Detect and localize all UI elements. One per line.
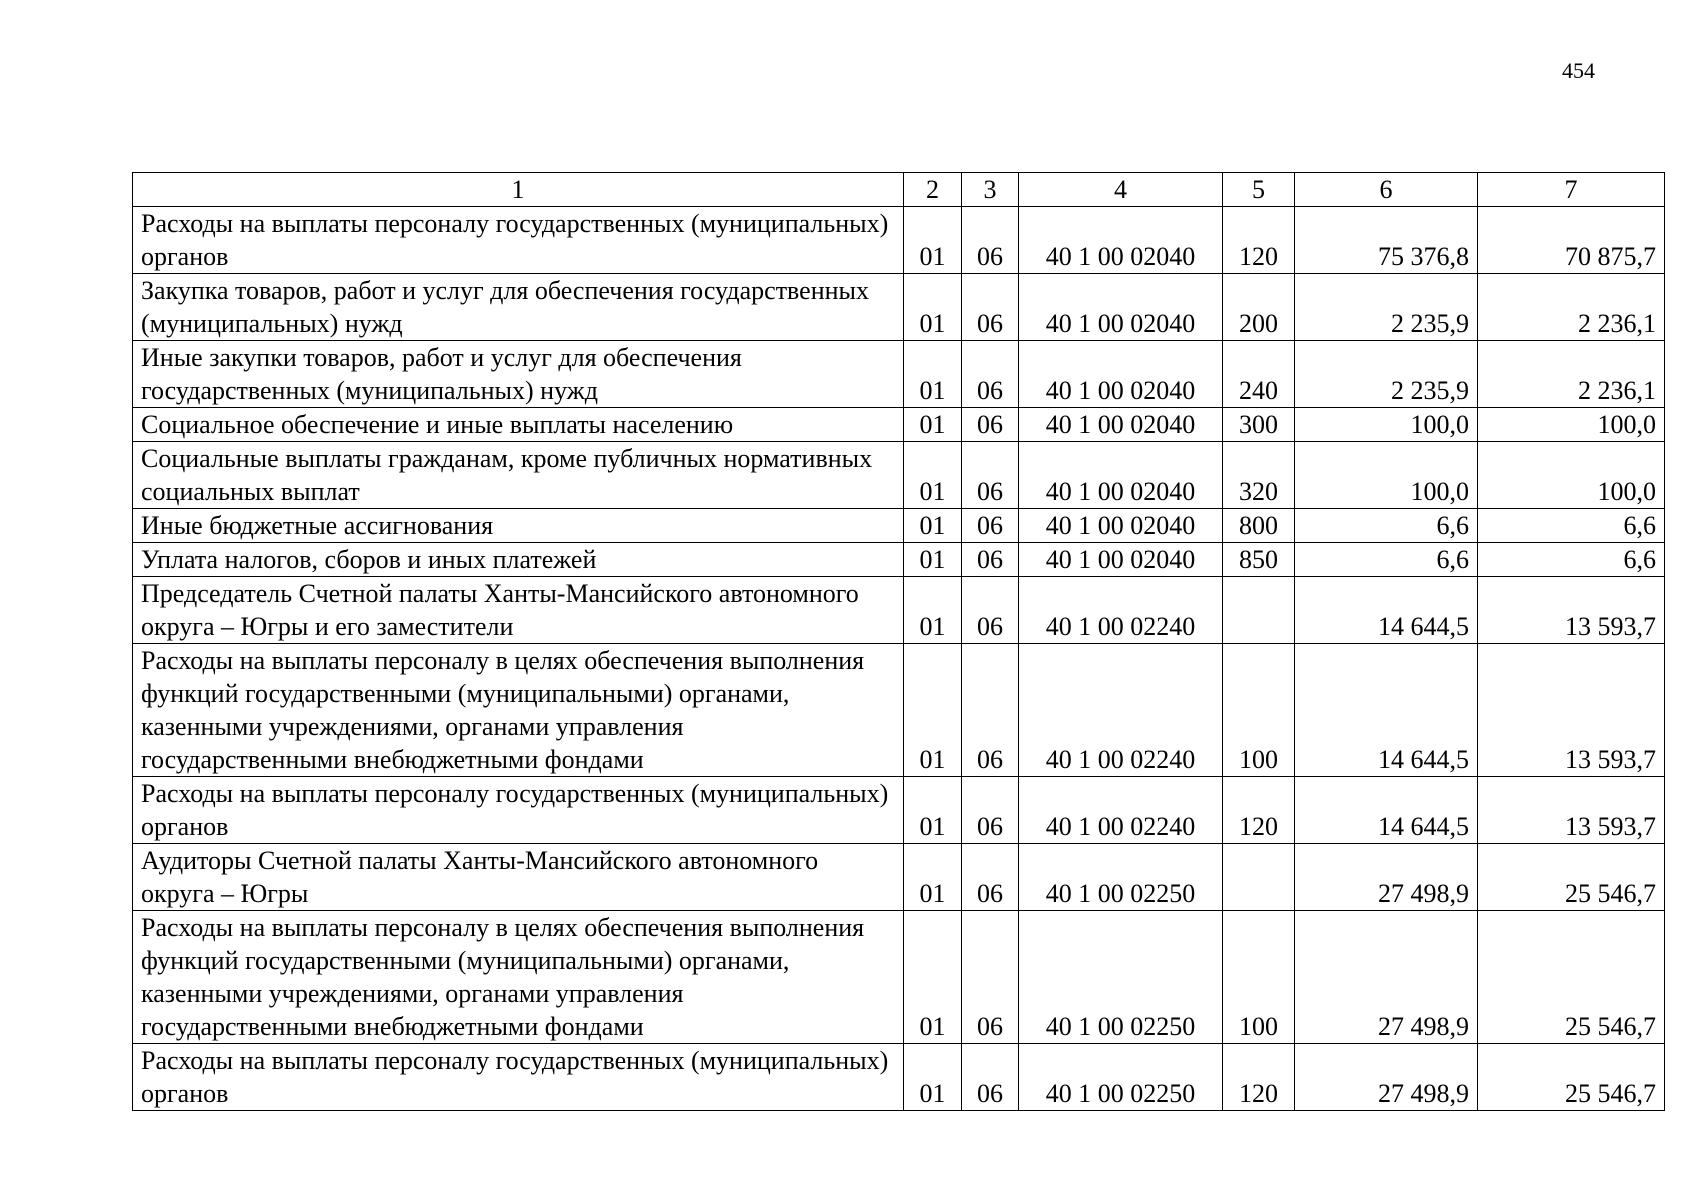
table-row (133, 844, 1665, 911)
target-article-code: 40 1 00 02040 (1019, 207, 1223, 274)
expense-name: Расходы на выплаты персоналу в целях обеспечения выполнения функций государственными (муниципальными) органами, казенными учреждениями, органами управления государственными внебюджетными фондами (133, 644, 904, 777)
expense-type-code (1223, 844, 1295, 911)
subsection-code: 06 (962, 408, 1019, 442)
section-code: 01 (904, 911, 962, 1044)
amount-col-7: 25 546,7 (1478, 911, 1665, 1044)
expense-name: Уплата налогов, сборов и иных платежей (133, 543, 904, 577)
subsection-code: 06 (962, 207, 1019, 274)
header-cell: 4 (1019, 173, 1223, 207)
table-row (133, 543, 1665, 577)
amount-col-6: 27 498,9 (1295, 844, 1478, 911)
section-code: 01 (904, 543, 962, 577)
section-code: 01 (904, 577, 962, 644)
amount-col-6: 27 498,9 (1295, 1044, 1478, 1111)
expense-type-code: 120 (1223, 777, 1295, 844)
expense-type-code: 100 (1223, 911, 1295, 1044)
target-article-code: 40 1 00 02240 (1019, 577, 1223, 644)
expense-name: Закупка товаров, работ и услуг для обеспечения государственных (муниципальных) нужд (133, 274, 904, 341)
amount-col-6: 2 235,9 (1295, 341, 1478, 408)
expense-type-code: 800 (1223, 509, 1295, 543)
expense-name: Иные бюджетные ассигнования (133, 509, 904, 543)
amount-col-6: 75 376,8 (1295, 207, 1478, 274)
target-article-code: 40 1 00 02240 (1019, 777, 1223, 844)
header-cell: 3 (962, 173, 1019, 207)
amount-col-7: 6,6 (1478, 509, 1665, 543)
table-row (133, 408, 1665, 442)
expense-name: Социальные выплаты гражданам, кроме публичных нормативных социальных выплат (133, 442, 904, 509)
amount-col-6: 2 235,9 (1295, 274, 1478, 341)
subsection-code: 06 (962, 1044, 1019, 1111)
expense-name: Расходы на выплаты персоналу государственных (муниципальных) органов (133, 207, 904, 274)
expense-name: Председатель Счетной палаты Ханты-Мансийского автономного округа – Югры и его заместители (133, 577, 904, 644)
amount-col-7: 13 593,7 (1478, 777, 1665, 844)
target-article-code: 40 1 00 02250 (1019, 844, 1223, 911)
section-code: 01 (904, 341, 962, 408)
table-row (133, 911, 1665, 1044)
table-row (133, 341, 1665, 408)
amount-col-6: 6,6 (1295, 509, 1478, 543)
header-cell: 7 (1478, 173, 1665, 207)
table-row (133, 1044, 1665, 1111)
amount-col-7: 25 546,7 (1478, 1044, 1665, 1111)
section-code: 01 (904, 408, 962, 442)
amount-col-7: 2 236,1 (1478, 341, 1665, 408)
subsection-code: 06 (962, 644, 1019, 777)
header-cell: 2 (904, 173, 962, 207)
table-row (133, 207, 1665, 274)
subsection-code: 06 (962, 844, 1019, 911)
subsection-code: 06 (962, 777, 1019, 844)
table-row (133, 577, 1665, 644)
expense-type-code: 850 (1223, 543, 1295, 577)
table-row (133, 509, 1665, 543)
amount-col-6: 14 644,5 (1295, 577, 1478, 644)
subsection-code: 06 (962, 341, 1019, 408)
expense-type-code: 120 (1223, 1044, 1295, 1111)
amount-col-7: 13 593,7 (1478, 644, 1665, 777)
header-cell: 5 (1223, 173, 1295, 207)
target-article-code: 40 1 00 02250 (1019, 1044, 1223, 1111)
expense-name: Иные закупки товаров, работ и услуг для обеспечения государственных (муниципальных) нужд (133, 341, 904, 408)
section-code: 01 (904, 442, 962, 509)
subsection-code: 06 (962, 577, 1019, 644)
amount-col-7: 100,0 (1478, 442, 1665, 509)
amount-col-6: 6,6 (1295, 543, 1478, 577)
amount-col-6: 14 644,5 (1295, 777, 1478, 844)
subsection-code: 06 (962, 274, 1019, 341)
amount-col-7: 6,6 (1478, 543, 1665, 577)
expense-type-code: 320 (1223, 442, 1295, 509)
target-article-code: 40 1 00 02040 (1019, 509, 1223, 543)
section-code: 01 (904, 644, 962, 777)
expense-type-code: 120 (1223, 207, 1295, 274)
budget-table (132, 172, 1665, 1111)
subsection-code: 06 (962, 911, 1019, 1044)
expense-name: Расходы на выплаты персоналу в целях обеспечения выполнения функций государственными (муниципальными) органами, казенными учреждениями, органами управления государственными внебюджетными фондами (133, 911, 904, 1044)
expense-type-code (1223, 577, 1295, 644)
section-code: 01 (904, 1044, 962, 1111)
section-code: 01 (904, 207, 962, 274)
amount-col-6: 14 644,5 (1295, 644, 1478, 777)
table-row (133, 777, 1665, 844)
section-code: 01 (904, 777, 962, 844)
target-article-code: 40 1 00 02040 (1019, 442, 1223, 509)
table-row (133, 644, 1665, 777)
amount-col-6: 100,0 (1295, 442, 1478, 509)
expense-type-code: 100 (1223, 644, 1295, 777)
amount-col-6: 100,0 (1295, 408, 1478, 442)
expense-name: Расходы на выплаты персоналу государственных (муниципальных) органов (133, 777, 904, 844)
page-number: 454 (1562, 58, 1595, 83)
target-article-code: 40 1 00 02240 (1019, 644, 1223, 777)
section-code: 01 (904, 509, 962, 543)
target-article-code: 40 1 00 02040 (1019, 341, 1223, 408)
target-article-code: 40 1 00 02040 (1019, 408, 1223, 442)
amount-col-7: 100,0 (1478, 408, 1665, 442)
subsection-code: 06 (962, 442, 1019, 509)
expense-name: Социальное обеспечение и иные выплаты населению (133, 408, 904, 442)
table-row (133, 274, 1665, 341)
expense-type-code: 300 (1223, 408, 1295, 442)
target-article-code: 40 1 00 02040 (1019, 543, 1223, 577)
header-row (133, 173, 1665, 207)
header-cell: 1 (133, 173, 904, 207)
amount-col-7: 2 236,1 (1478, 274, 1665, 341)
section-code: 01 (904, 844, 962, 911)
subsection-code: 06 (962, 509, 1019, 543)
expense-type-code: 240 (1223, 341, 1295, 408)
expense-name: Расходы на выплаты персоналу государственных (муниципальных) органов (133, 1044, 904, 1111)
section-code: 01 (904, 274, 962, 341)
subsection-code: 06 (962, 543, 1019, 577)
expense-name: Аудиторы Счетной палаты Ханты-Мансийского автономного округа – Югры (133, 844, 904, 911)
amount-col-7: 70 875,7 (1478, 207, 1665, 274)
table-row (133, 442, 1665, 509)
amount-col-6: 27 498,9 (1295, 911, 1478, 1044)
expense-type-code: 200 (1223, 274, 1295, 341)
target-article-code: 40 1 00 02040 (1019, 274, 1223, 341)
target-article-code: 40 1 00 02250 (1019, 911, 1223, 1044)
amount-col-7: 25 546,7 (1478, 844, 1665, 911)
amount-col-7: 13 593,7 (1478, 577, 1665, 644)
header-cell: 6 (1295, 173, 1478, 207)
